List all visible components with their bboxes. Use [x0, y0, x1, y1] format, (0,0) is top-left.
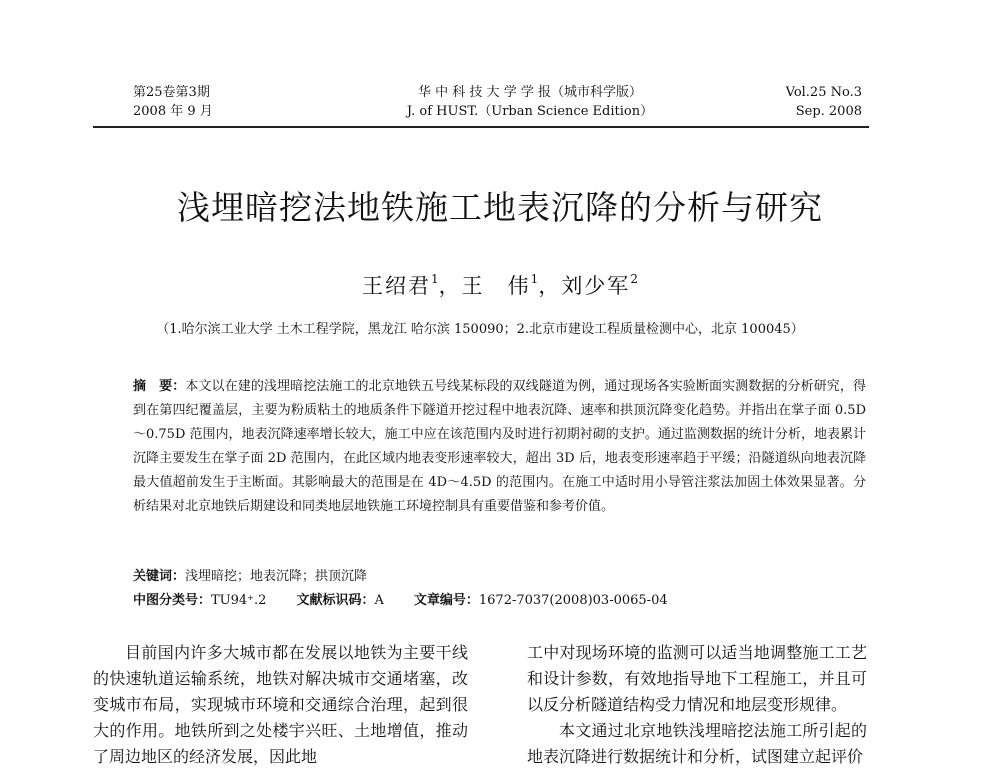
author-name: 刘少军: [561, 274, 631, 298]
body-paragraph: 目前国内许多大城市都在发展以地铁为主要干线的快速轨道运输系统，地铁对解决城市交通堵塞，改变城市布局，实现城市环境和交通综合治理，起到很大的作用。地铁所到之处楼宇兴旺、土地增值，推动了周边地区的经济发展，因此地: [93, 643, 468, 766]
keywords-label: 关键词：: [133, 569, 186, 584]
abstract: [133, 375, 866, 519]
author-affil-mark: 2: [630, 272, 638, 286]
author-name: 王绍君: [362, 274, 432, 298]
classification-line: [133, 589, 866, 608]
author-affil-mark: 1: [431, 272, 439, 286]
paper-title: 浅埋暗挖法地铁施工地表沉降的分析与研究: [177, 188, 823, 227]
author-list: [0, 270, 1000, 300]
abstract-label: 摘 要：: [133, 379, 186, 394]
body-paragraph: 本文通过北京地铁浅埋暗挖法施工所引起的地表沉降进行数据统计和分析，试图建立起评价: [527, 721, 867, 766]
author-separator: ，: [438, 274, 462, 298]
article-number-label: 文章编号：: [413, 593, 479, 608]
body-column-left: [93, 640, 468, 770]
body-column-right: [527, 640, 867, 770]
header-rule: [93, 126, 869, 128]
issue-volume: 第25卷第3期: [133, 85, 210, 100]
keywords: [133, 565, 866, 584]
journal-issue: [133, 83, 213, 121]
issue-date: 2008 年 9 月: [133, 104, 213, 119]
volume-number: Vol.25 No.3: [785, 85, 862, 100]
author-affil-mark: 1: [530, 272, 539, 286]
keywords-text: 浅埋暗挖；地表沉降；拱顶沉降: [185, 569, 368, 584]
author-separator: ，: [538, 274, 562, 298]
author-name: 王 伟: [461, 274, 531, 298]
journal-volume-en: [700, 83, 862, 121]
affiliations: （1.哈尔滨工业大学 土木工程学院，黑龙江 哈尔滨 150090；2.北京市建设工程质量检测中心，北京 100045）: [156, 322, 804, 337]
volume-date: Sep. 2008: [795, 104, 862, 119]
doc-code-value: A: [374, 593, 384, 608]
abstract-text: 本文以在建的浅埋暗挖法施工的北京地铁五号线某标段的双线隧道为例，通过现场各实验断面实测数据的分析研究，得到在第四纪覆盖层，主要为粉质粘土的地质条件下隧道开挖过程中地表沉降、速率和拱顶沉降变化趋势。并指出在掌子面 0.5D～0.75D 范围内，地表沉降速率增长较大，施工中应在该范围内及时进行初期衬砌的支护。通过监测数据的统计分析，地表累计沉降主要发生在掌子面 2D 范围内，在此区域内地表变形速率较大，超出 3D 后，地表变形速率趋于平缓；沿隧道纵向地表沉降最大值超前发生于主断面。其影响最大的范围是在 4D～4.5D 的范围内。在施工中适时用小导管注浆法加固土体效果显著。分析结果对北京地铁后期建设和同类地层地铁施工环境控制具有重要借鉴和参考价值。: [133, 379, 866, 514]
clc-label: 中图分类号：: [133, 593, 212, 608]
doc-code-label: 文献标识码：: [296, 593, 375, 608]
journal-name-cn: 华 中 科 技 大 学 学 报（城市科学版）: [418, 85, 642, 100]
journal-name-en: J. of HUST.（Urban Science Edition）: [406, 104, 654, 119]
body-paragraph: 工中对现场环境的监测可以适当地调整施工工艺和设计参数，有效地指导地下工程施工，并且可以反分析隧道结构受力情况和地层变形规律。: [527, 643, 867, 714]
article-number-value: 1672-7037(2008)03-0065-04: [478, 593, 668, 608]
clc-value: TU94⁺.2: [211, 593, 267, 608]
